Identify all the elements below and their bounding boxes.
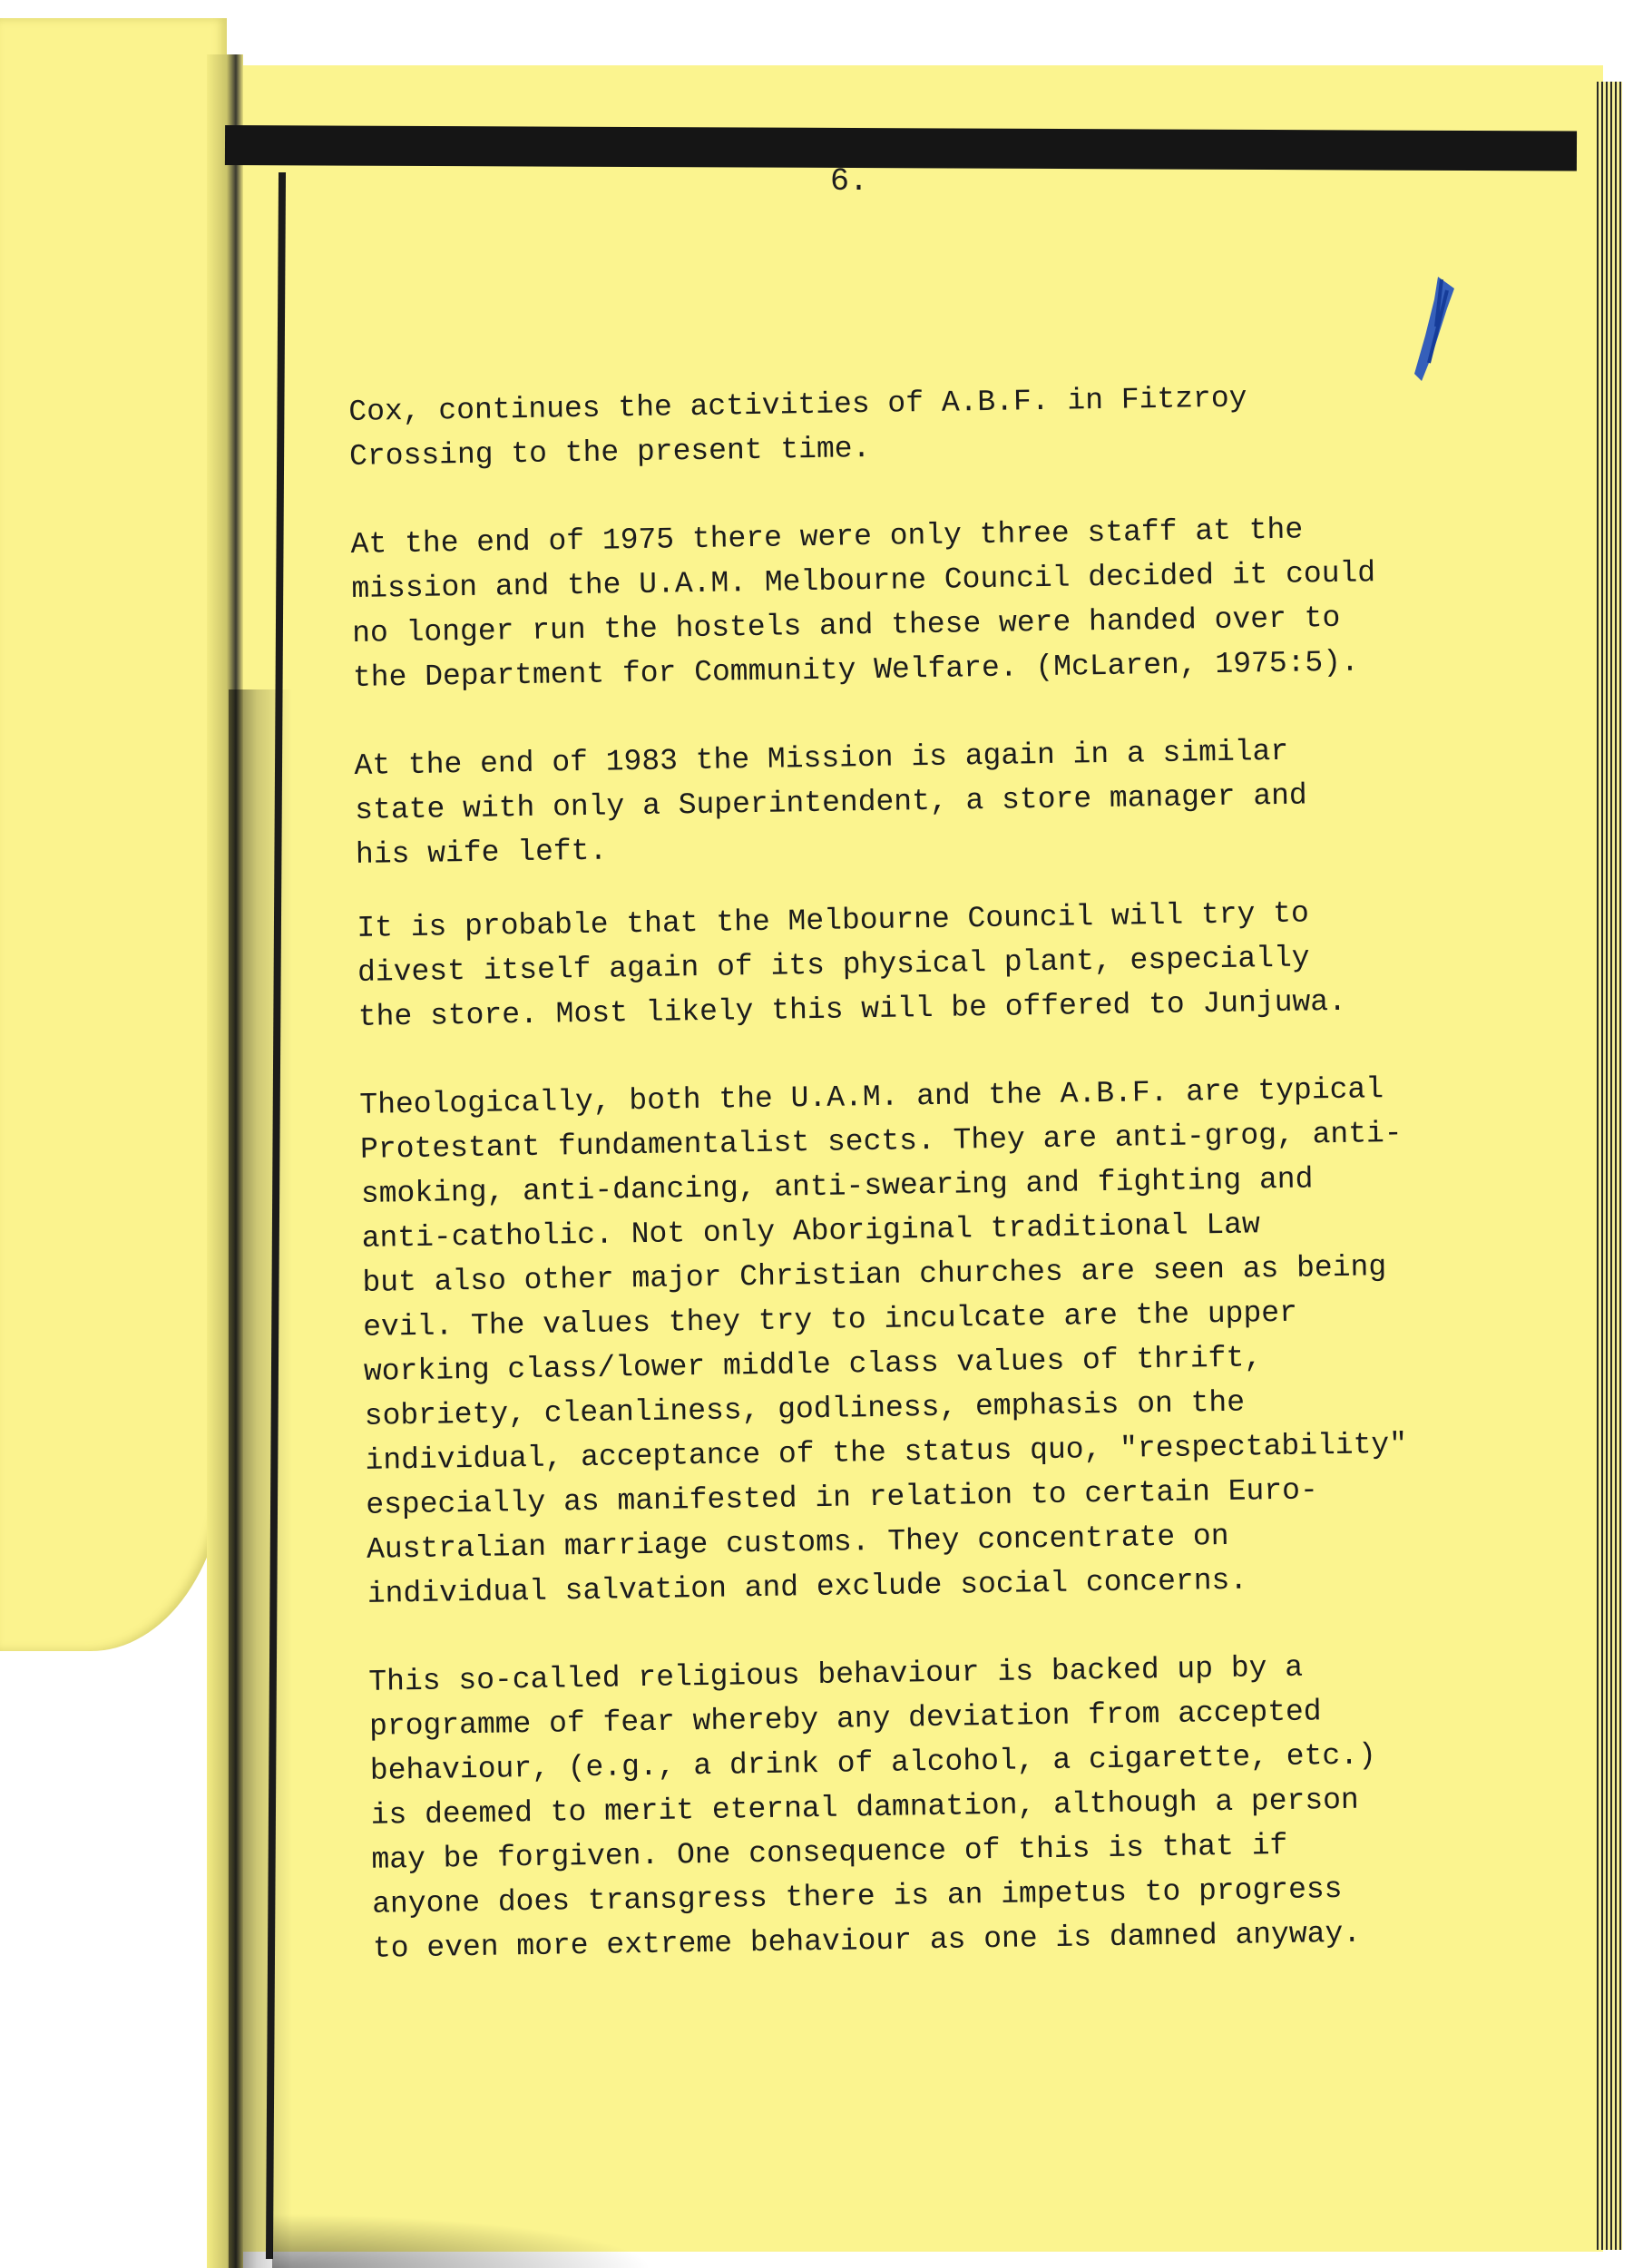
paragraph-2: At the end of 1975 there were only three staff at the mission and the U.A.M. Melbourne Council decided it could no longer run the hostels and these were handed over to the Department for Community Welfare. (McLaren, 1975:5). (350, 513, 1376, 695)
body-text (348, 372, 1544, 2015)
spine-shadow (229, 689, 292, 2268)
page-edges (1597, 82, 1622, 2250)
paragraph-1: Cox, continues the activities of A.B.F. in Fitzroy Crossing to the present time. (348, 381, 1247, 474)
header-rule (225, 125, 1577, 171)
page-number: 6. (830, 163, 869, 200)
paragraph-4: It is probable that the Melbourne Council will try to divest itself again of its physical plant, especially the store. Most likely this will be offered to Junjuwa. (357, 896, 1347, 1034)
facing-page (0, 18, 227, 1651)
bottom-shadow (272, 2214, 653, 2268)
paragraph-3: At the end of 1983 the Mission is again in a similar state with only a Superintendent, a store manager and his wife left. (354, 734, 1308, 872)
paragraph-6: This so-called religious behaviour is backed up by a programme of fear whereby any deviation from accepted behaviour, (e.g., a drink of alcohol, a cigarette, etc.) is deemed to merit eternal damnation, although a person may be forgiven. One consequence of this is that if anyone does transgress there is an impetus to progress to even more extreme behaviour as one is damned anyway. (368, 1650, 1377, 1966)
paragraph-5: Theologically, both the U.A.M. and the A.B.F. are typical Protestant fundamentalist sects. They are anti-grog, anti- smoking, anti-dancing, anti-swearing and fighting and anti-catholic. Not only Aboriginal traditional Law but also other major Christian churches are seen as being evil. The values they try to inculcate are the upper working class/lower middle class values of thrift, sobriety, cleanliness, godliness, emphasis on the individual, acceptance of the status quo, "respectability" especially as manifested in relation to certain Euro- Australian marriage customs. They concentrate on individual salvation and exclude social concerns. (359, 1072, 1408, 1611)
